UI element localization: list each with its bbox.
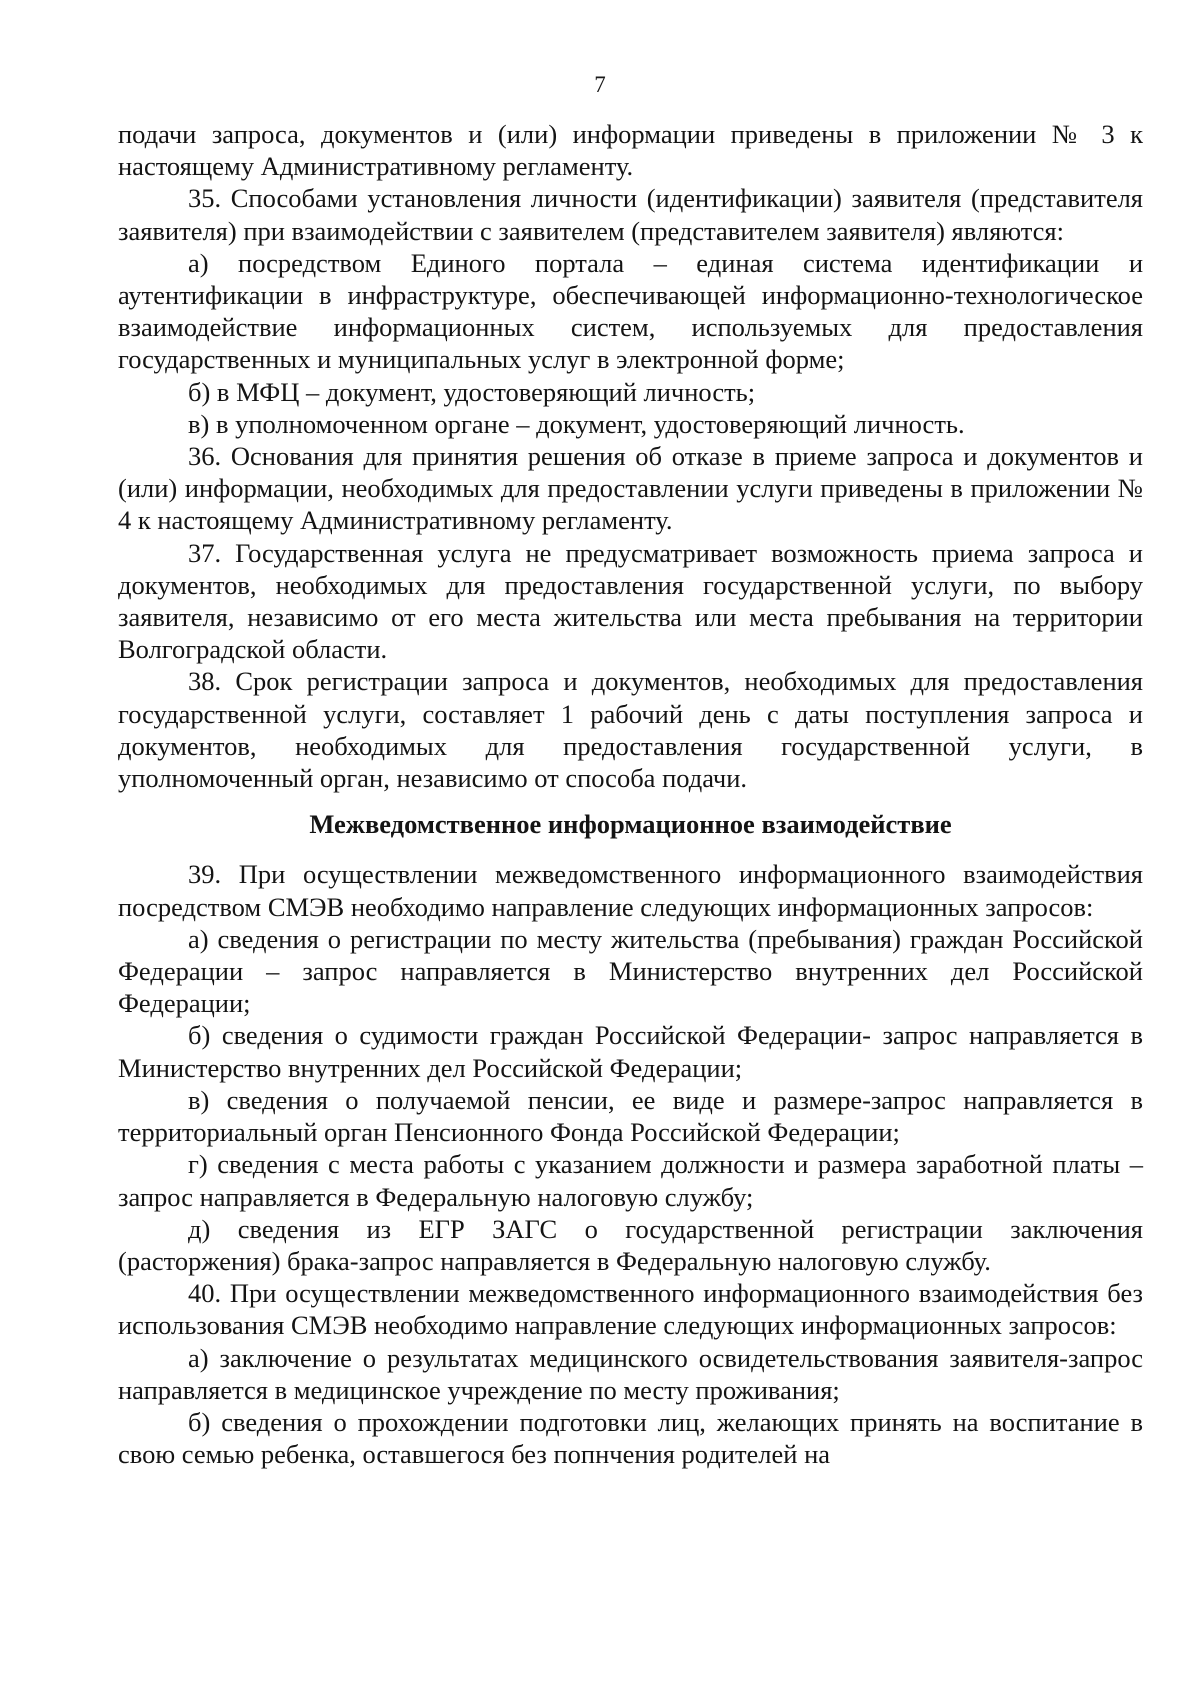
paragraph-39-a: а) сведения о регистрации по месту жительства (пребывания) граждан Российской Федерации – запрос направляется в Министерство внутренних дел Российской Федерации;: [118, 923, 1143, 1019]
paragraph-39-g: г) сведения с места работы с указанием должности и размера заработной платы – запрос направляется в Федеральную налоговую службу;: [118, 1149, 1143, 1212]
paragraph-36: 36. Основания для принятия решения об отказе в приеме запроса и документов и (или) информации, необходимых для предоставлении услуги приведены в приложении № 4 к настоящему Административному регламенту.: [118, 441, 1143, 536]
paragraph-35-v: в) в уполномоченном органе – документ, удостоверяющий личность.: [188, 408, 965, 439]
paragraph-37: 37. Государственная услуга не предусматривает возможность приема запроса и документов, необходимых для предоставления государственной услуги, по выбору заявителя, независимо от его места жительства или места пребывания на территории Волгоградской области.: [118, 537, 1143, 665]
paragraph: подачи запроса, документов и (или) информации приведены в приложении № 3 к настоящему Административному регламенту.: [118, 119, 1143, 182]
paragraph-39-b: б) сведения о судимости граждан Российской Федерации- запрос направляется в Министерство внутренних дел Российской Федерации;: [118, 1020, 1143, 1083]
paragraph-40: 40. При осуществлении межведомственного информационного взаимодействия без использования СМЭВ необходимо направление следующих информационных запросов:: [118, 1278, 1143, 1341]
paragraph-35-a: а) посредством Единого портала – единая система идентификации и аутентификации в инфраструктуре, обеспечивающей информационно-технологическое взаимодействие информационных систем, используемых для предоставления государственных и муниципальных услуг в электронной форме;: [118, 247, 1143, 375]
paragraph-39-v: в) сведения о получаемой пенсии, ее виде и размере-запрос направляется в территориальный орган Пенсионного Фонда Российской Федерации;: [118, 1084, 1143, 1148]
page-number: 7: [594, 72, 606, 97]
paragraph-39: 39. При осуществлении межведомственного информационного взаимодействия посредством СМЭВ необходимо направление следующих информационных запросов:: [118, 859, 1143, 922]
document-body: [118, 118, 1143, 1470]
paragraph-35-b: б) в МФЦ – документ, удостоверяющий личность;: [188, 376, 756, 407]
section-heading: Межведомственное информационное взаимодействие: [309, 809, 952, 840]
paragraph-39-d: д) сведения из ЕГР ЗАГС о государственной регистрации заключения (расторжения) брака-запрос направляется в Федеральную налоговую службу.: [118, 1213, 1143, 1276]
paragraph-40-b: б) сведения о прохождении подготовки лиц, желающих принять на воспитание в свою семью ребенка, оставшегося без попнчения родителей на: [118, 1406, 1143, 1470]
paragraph-38: 38. Срок регистрации запроса и документов, необходимых для предоставления государственной услуги, составляет 1 рабочий день с даты поступления запроса и документов, необходимых для предоставления государственной услуги, в уполномоченный орган, независимо от способа подачи.: [118, 666, 1143, 794]
paragraph-40-a: а) заключение о результатах медицинского освидетельствования заявителя-запрос направляется в медицинское учреждение по месту проживания;: [118, 1342, 1143, 1405]
paragraph-35: 35. Способами установления личности (идентификации) заявителя (представителя заявителя) при взаимодействии с заявителем (представителем заявителя) являются:: [118, 183, 1143, 246]
